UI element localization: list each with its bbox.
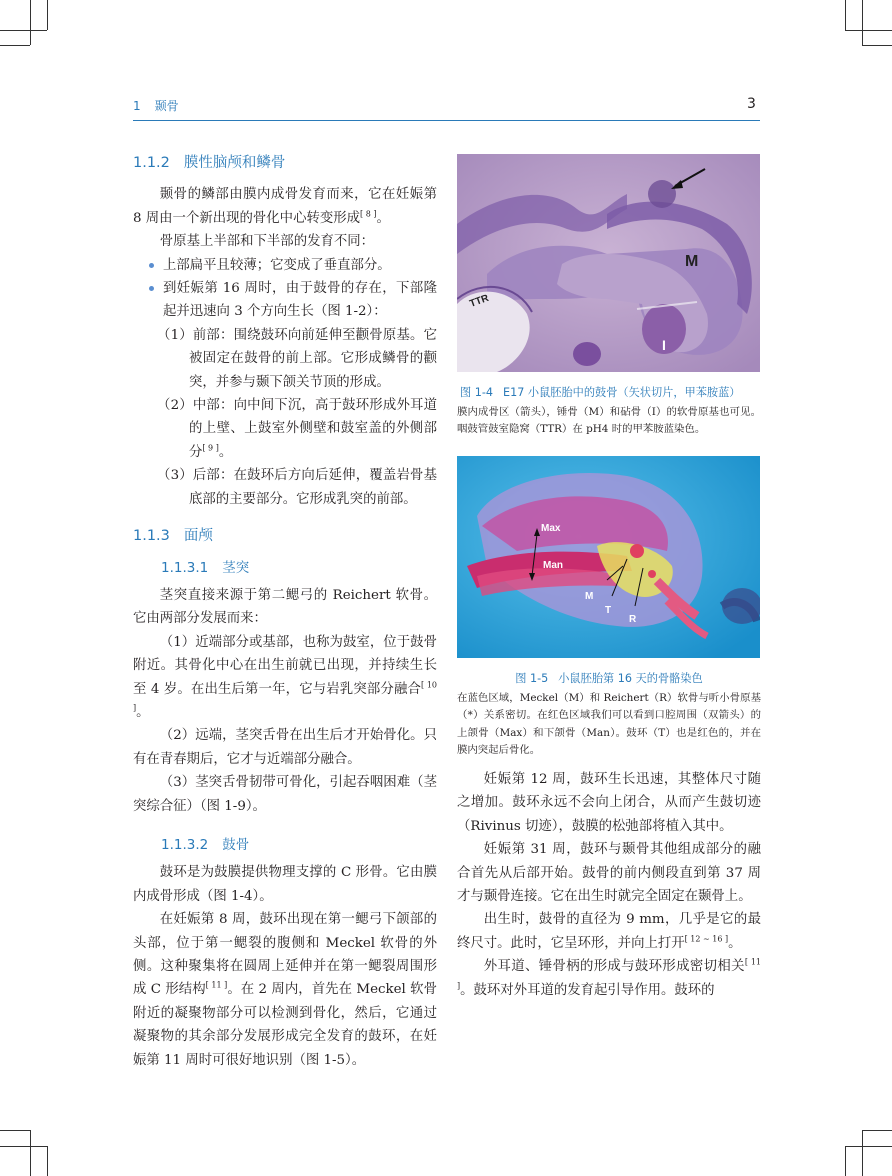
paragraph	[133, 908, 437, 1072]
header-rule	[133, 120, 760, 121]
subsection-heading	[133, 834, 437, 857]
paragraph	[457, 768, 761, 838]
paragraph	[133, 631, 437, 725]
heading-number: 1.1.3.1	[161, 559, 209, 576]
crop-mark	[845, 30, 892, 31]
crop-mark	[30, 0, 31, 45]
paragraph	[457, 908, 761, 955]
crop-mark	[47, 0, 48, 30]
paragraph-text-tail: 。	[218, 444, 233, 460]
heading-title: 膜性脑颅和鳞骨	[183, 155, 286, 171]
paragraph-text-tail: 。	[136, 704, 150, 720]
heading-title: 茎突	[222, 559, 250, 576]
heading-title: 面颅	[183, 528, 213, 545]
paragraph-text: （3）茎突舌骨韧带可骨化，引起吞咽困难（茎突综合征）（图 1-9）。	[133, 775, 437, 814]
crop-mark	[30, 1130, 31, 1176]
paragraph-text: 外耳道、锤骨柄的形成与鼓环形成密切相关	[483, 959, 745, 975]
figure-1-5-label: 图 1-5	[515, 672, 549, 685]
paragraph	[457, 838, 761, 908]
section-gap	[133, 511, 437, 523]
heading-number: 1.1.3.2	[161, 836, 209, 853]
bullet-item	[133, 277, 437, 324]
page-number: 3	[747, 96, 756, 112]
paragraph-text-tail: 。	[376, 210, 390, 226]
citation-ref: [ 11 ]	[457, 957, 762, 991]
crop-mark	[845, 1146, 846, 1176]
left-column	[133, 150, 437, 1072]
fig2-label-m: M	[585, 591, 594, 602]
chapter-title: 颞骨	[154, 99, 179, 113]
paragraph-text: （1）近端部分或基部，也称为鼓室，位于鼓骨附近。其骨化中心在出生前就已出现，并持续生长至 4 岁。在出生后第一年，它与岩乳突部分融合	[133, 634, 437, 697]
paragraph-text: 茎突直接来源于第二鳃弓的 Reichert 软骨。它由两部分发展而来：	[133, 587, 437, 627]
paragraph-text: 在妊娠第 8 周，鼓环出现在第一鳃弓下颌部的头部，位于第一鳃裂的腹侧和 Meckel 软骨的外侧。这种聚集将在圆周上延伸并在第一鳃裂周围形成 C 形结构	[133, 912, 437, 998]
crop-mark	[0, 45, 30, 46]
fig2-label-t: T	[605, 605, 612, 616]
crop-mark	[845, 1146, 892, 1147]
heading-number: 1.1.3	[133, 528, 170, 545]
crop-mark	[862, 0, 863, 45]
citation-ref: [ 10 ]	[133, 680, 438, 713]
crop-mark	[862, 45, 892, 46]
skeletal-stain-photo	[457, 456, 760, 658]
figure-1-4-title	[460, 384, 762, 400]
paragraph-text: 上部扁平且较薄；它变成了垂直部分。	[163, 257, 391, 273]
figure-1-5-title-text: 小鼠胚胎第 16 天的骨骼染色	[558, 672, 703, 685]
fig1-label-m: M	[685, 253, 699, 270]
bullet-dot-icon	[149, 286, 154, 291]
figure-1-4-image	[457, 154, 760, 372]
paragraph-text: 鼓环是为鼓膜提供物理支撑的 C 形骨。它由膜内成骨形成（图 1-4）。	[133, 865, 437, 904]
paragraph-text: 到妊娠第 16 周时，由于鼓骨的存在，下部隆起并迅速向 3 个方向生长（图 1-2）：	[163, 281, 437, 320]
citation-ref: [ 12 ~ 16 ]	[684, 934, 729, 944]
paragraph-text: 妊娠第 12 周，鼓环生长迅速，其整体尺寸随之增加。鼓环永远不会向上闭合，从而产生鼓切迹（Rivinus 切迹），鼓膜的松弛部将植入其中。	[457, 772, 761, 834]
paragraph-text: 骨原基上半部和下半部的发育不同：	[159, 234, 375, 250]
chapter-number: 1	[133, 99, 141, 113]
figure-1-5-image	[457, 456, 760, 658]
figure-1-5-caption: 在蓝色区域，Meckel（M）和 Reichert（R）软骨与听小骨原基（*）关系密切。在红色区域我们可以看到口腔周围（双箭头）的上颌骨（Max）和下颌骨（Man）。鼓环（T）也是红色的，并在膜内突起后骨化。	[457, 692, 761, 757]
enumerated-item	[133, 464, 437, 511]
right-column	[457, 768, 761, 1002]
fig2-label-max: Max	[541, 523, 561, 534]
paragraph-text: （1）前部：围绕鼓环向前延伸至颧骨原基。它被固定在鼓骨的前上部。它形成鳞骨的颧突，并参与颞下颌关节顶的形成。	[157, 327, 437, 390]
running-header	[133, 97, 179, 114]
citation-ref: [ 8 ]	[360, 209, 377, 219]
paragraph	[133, 230, 437, 253]
heading-title: 鼓骨	[222, 836, 250, 853]
figure-1-5-title	[457, 670, 761, 686]
paragraph	[133, 584, 437, 631]
figure-1-4-title-text: E17 小鼠胚胎中的鼓骨（矢状切片，甲苯胺蓝）	[503, 386, 741, 399]
paragraph-text: （2）中部：向中间下沉，高于鼓环形成外耳道的上壁、上鼓室外侧壁和鼓室盖的外侧部分	[157, 398, 437, 460]
section-heading	[133, 525, 437, 548]
paragraph-text-tail: 。	[728, 935, 742, 951]
histology-micrograph	[457, 154, 760, 372]
figure-1-4-caption: 膜内成骨区（箭头），锤骨（M）和砧骨（I）的软骨原基也可见。咽鼓管鼓室隐窝（TTR）在 pH4 时的甲苯胺蓝染色。	[457, 406, 761, 436]
paragraph-text: （2）远端，茎突舌骨在出生后才开始骨化。只有在青春期后，它才与近端部分融合。	[133, 728, 437, 767]
paragraph	[133, 861, 437, 908]
paragraph	[133, 724, 437, 771]
enumerated-item	[133, 394, 437, 464]
citation-ref: [ 9 ]	[202, 443, 219, 453]
enumerated-item	[133, 324, 437, 394]
crop-mark	[845, 0, 846, 30]
paragraph-text: （3）后部：在鼓环后方向后延伸，覆盖岩骨基底部的主要部分。它形成乳突的前部。	[157, 468, 437, 507]
crop-mark	[862, 1130, 892, 1131]
paragraph-text-tail: 。鼓环对外耳道的发育起引导作用。鼓环的	[460, 982, 715, 998]
paragraph	[457, 955, 761, 1002]
crop-mark	[862, 1130, 863, 1176]
section-gap	[133, 818, 437, 830]
crop-mark	[47, 1146, 48, 1176]
paragraph-text: 出生时，鼓骨的直径为 9 mm，几乎是它的最终尺寸。此时，它呈环形，并向上打开	[457, 912, 761, 951]
section-heading	[133, 152, 437, 175]
paragraph-text: 妊娠第 31 周，鼓环与颞骨其他组成部分的融合首先从后部开始。鼓骨的前内侧段直到第 37 周才与颞骨连接。它在出生时就完全固定在颞骨上。	[457, 842, 761, 905]
crop-mark	[0, 1146, 47, 1147]
paragraph	[133, 183, 437, 230]
bullet-item	[133, 254, 437, 277]
paragraph-text: 颞骨的鳞部由膜内成骨发育而来，它在妊娠第 8 周由一个新出现的骨化中心转变形成	[133, 187, 437, 226]
fig2-label-man: Man	[543, 560, 563, 571]
crop-mark	[0, 30, 47, 31]
heading-number: 1.1.2	[133, 155, 170, 171]
subsection-heading	[133, 557, 437, 580]
paragraph	[133, 771, 437, 818]
figure-1-4-label: 图 1-4	[460, 386, 494, 399]
paragraph-text-tail: 。在 2 周内，首先在 Meckel 软骨附近的凝聚物部分可以检测到骨化，然后，它通过凝聚物的其余部分发展形成完全发育的鼓环，在妊娠第 11 周时可很好地识别（图 1-5）。	[133, 982, 437, 1068]
fig1-label-ttr: TTR	[468, 292, 491, 310]
fig1-label-i: I	[662, 337, 666, 353]
bullet-dot-icon	[149, 263, 154, 268]
fig2-label-r: R	[629, 614, 637, 625]
citation-ref: [ 11 ]	[205, 980, 228, 990]
crop-mark	[0, 1130, 30, 1131]
